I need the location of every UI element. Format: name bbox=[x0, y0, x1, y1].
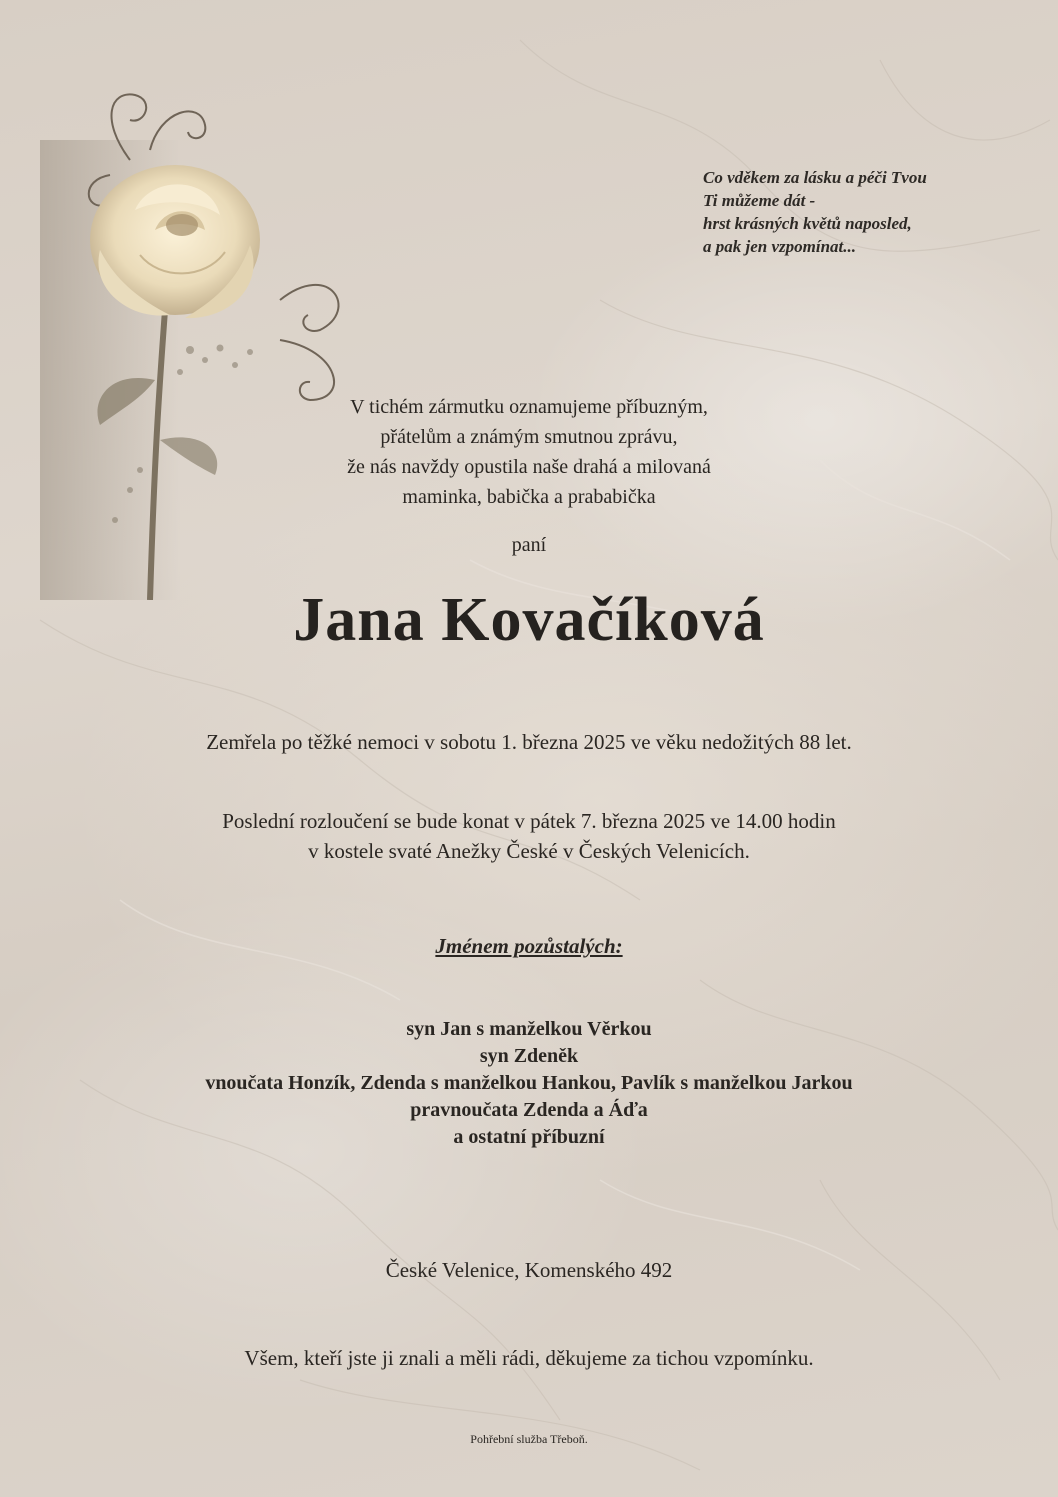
survivors-list bbox=[0, 1016, 1058, 1151]
thanks-text: Všem, kteří jste ji znali a měli rádi, děkujeme za tichou vzpomínku. bbox=[244, 1346, 814, 1370]
deceased-name: Jana Kovačíková bbox=[293, 586, 765, 654]
poem-line: a pak jen vzpomínat... bbox=[703, 237, 857, 256]
address: České Velenice, Komenského 492 bbox=[385, 1258, 673, 1282]
honorific: paní bbox=[511, 534, 547, 556]
poem bbox=[703, 166, 1003, 258]
survivor-line: a ostatní příbuzní bbox=[453, 1126, 605, 1148]
poem-line: Ti můžeme dát - bbox=[703, 191, 816, 210]
intro-line: že nás navždy opustila naše drahá a milovaná bbox=[347, 456, 711, 478]
rose-illustration bbox=[40, 80, 370, 600]
survivor-line: syn Zdeněk bbox=[479, 1045, 579, 1067]
intro-line: přátelům a známým smutnou zprávu, bbox=[380, 426, 678, 448]
intro-line: maminka, babička a prababička bbox=[402, 486, 656, 508]
intro-text bbox=[0, 392, 1058, 512]
survivor-line: syn Jan s manželkou Věrkou bbox=[406, 1018, 652, 1040]
death-notice: Zemřela po těžké nemoci v sobotu 1. března 2025 ve věku nedožitých 88 let. bbox=[206, 730, 852, 754]
behalf-heading: Jménem pozůstalých: bbox=[435, 934, 623, 958]
poem-line: hrst krásných květů naposled, bbox=[703, 214, 912, 233]
farewell-line: v kostele svaté Anežky České v Českých Velenicích. bbox=[308, 839, 750, 863]
survivor-line: vnoučata Honzík, Zdenda s manželkou Hankou, Pavlík s manželkou Jarkou bbox=[205, 1072, 853, 1094]
survivor-line: pravnoučata Zdenda a Áďa bbox=[410, 1099, 648, 1121]
farewell-info bbox=[0, 806, 1058, 866]
poem-line: Co vděkem za lásku a péči Tvou bbox=[703, 168, 927, 187]
farewell-line: Poslední rozloučení se bude konat v pátek 7. března 2025 ve 14.00 hodin bbox=[222, 809, 836, 833]
intro-line: V tichém zármutku oznamujeme příbuzným, bbox=[350, 396, 708, 418]
funeral-service-footer: Pohřební služba Třeboň. bbox=[470, 1432, 588, 1446]
